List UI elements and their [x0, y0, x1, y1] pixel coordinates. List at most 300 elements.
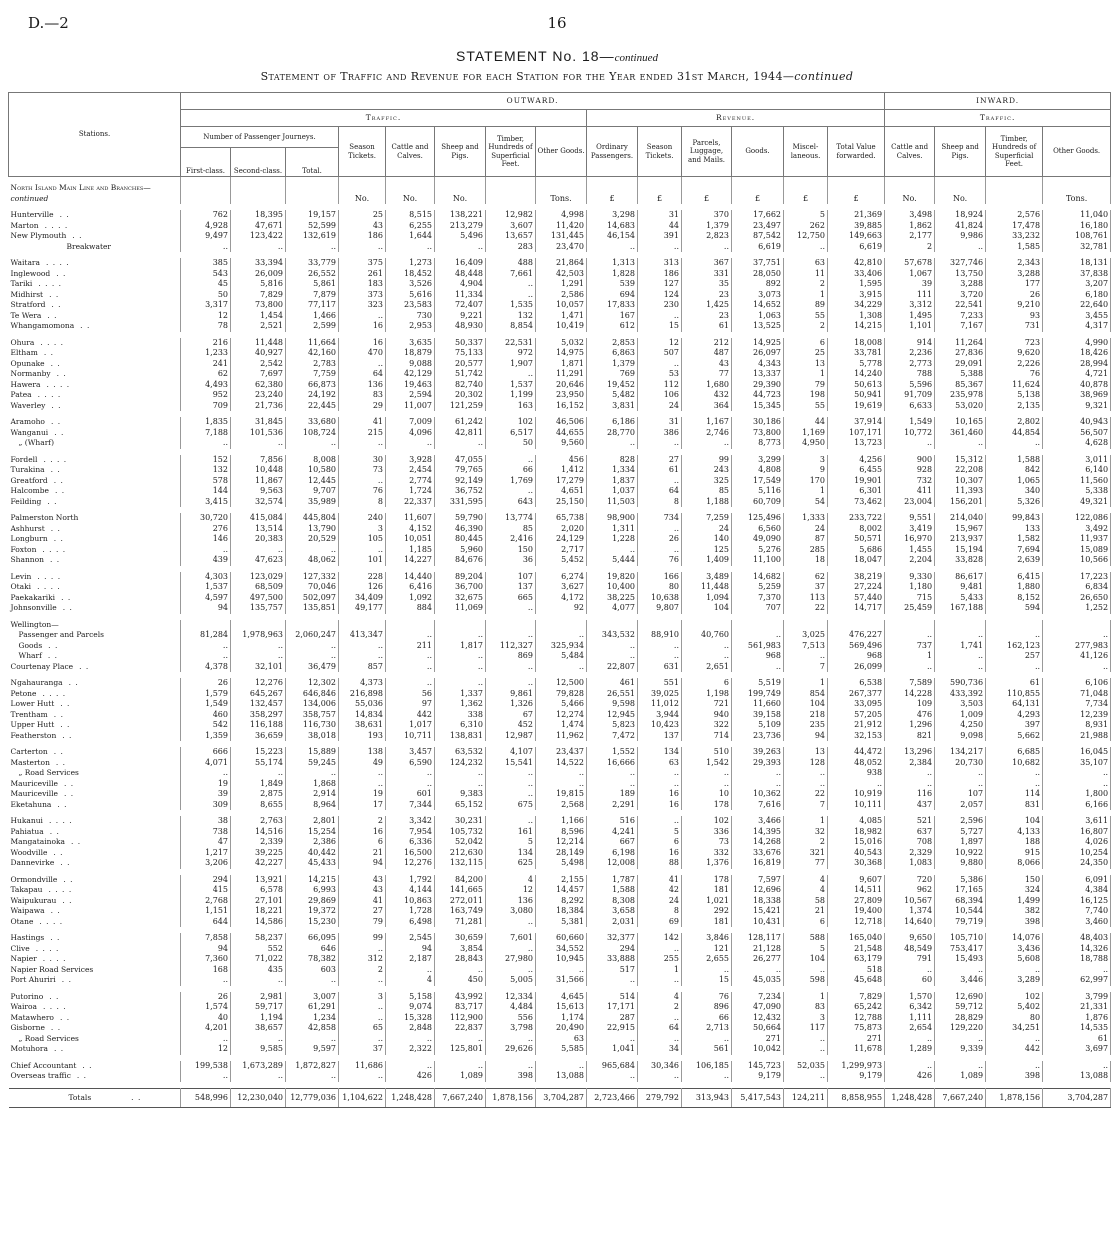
leader-dots: . .: [54, 427, 65, 437]
table-cell: 24,129: [536, 534, 587, 545]
table-cell: 19,815: [536, 789, 587, 800]
table-cell: ..: [339, 438, 386, 449]
table-cell: 7,856: [231, 455, 286, 466]
leader-dots: . .: [80, 321, 91, 330]
unit-label: £: [784, 177, 828, 205]
table-cell: 3,503: [935, 699, 986, 710]
table-cell: 127,332: [286, 572, 339, 583]
table-cell: 28,994: [1043, 359, 1111, 370]
table-cell: ..: [935, 242, 986, 253]
table-cell: 914: [885, 338, 935, 349]
table-cell: 99: [339, 933, 386, 944]
totals-label-cell: [9, 1088, 181, 1108]
table-cell: 40,543: [828, 848, 885, 859]
table-cell: 9,560: [536, 438, 587, 449]
table-cell: 26,099: [828, 662, 885, 673]
table-row: [9, 800, 1111, 811]
table-cell: 88: [638, 858, 682, 869]
table-cell: 42,129: [386, 369, 435, 380]
station-cell: [9, 1061, 181, 1072]
table-cell: 3,207: [1043, 279, 1111, 290]
table-cell: 33,394: [231, 258, 286, 269]
table-cell: 4: [784, 875, 828, 886]
unit-label: No.: [339, 177, 386, 205]
table-cell: 1,089: [435, 1071, 486, 1082]
table-cell: 34: [638, 1044, 682, 1055]
table-cell: 20,730: [935, 758, 986, 769]
table-cell: 4,107: [486, 747, 536, 758]
table-cell: 10,307: [935, 476, 986, 487]
table-cell: 12,500: [536, 678, 587, 689]
table-cell: ..: [486, 486, 536, 497]
station-cell: [9, 486, 181, 497]
table-cell: 28,829: [935, 1013, 986, 1024]
leader-dots: . .: [49, 826, 60, 836]
table-cell: 4,293: [986, 710, 1043, 721]
table-cell: 3,915: [828, 290, 885, 301]
table-cell: 80,445: [435, 534, 486, 545]
table-cell: ..: [536, 768, 587, 779]
table-row: [9, 747, 1111, 758]
table-cell: 24,192: [286, 390, 339, 401]
table-cell: 13,657: [486, 231, 536, 242]
table-cell: 1,588: [986, 455, 1043, 466]
table-cell: ..: [181, 242, 231, 253]
table-cell: ..: [536, 630, 587, 641]
table-cell: 1,552: [587, 747, 638, 758]
table-cell: 136: [339, 380, 386, 391]
table-cell: 1,166: [536, 816, 587, 827]
table-cell: 6,619: [828, 242, 885, 253]
table-cell: 43,992: [435, 992, 486, 1003]
table-cell: 11,393: [935, 486, 986, 497]
table-cell: 12,750: [784, 231, 828, 242]
table-cell: ..: [986, 1034, 1043, 1045]
table-row: [9, 455, 1111, 466]
table-cell: 1,379: [682, 221, 732, 232]
table-cell: 1,089: [935, 1071, 986, 1082]
table-cell: 241: [181, 359, 231, 370]
table-cell: 255: [638, 954, 682, 965]
table-cell: 6,301: [828, 486, 885, 497]
totals-cell: 8,858,955: [828, 1088, 885, 1108]
table-row: [9, 885, 1111, 896]
inward-cattle-header: Cattle and Calves.: [885, 127, 935, 177]
leader-dots: . . . .: [45, 258, 70, 267]
table-cell: 3,007: [286, 992, 339, 1003]
table-cell: 41: [339, 896, 386, 907]
table-row: [9, 1044, 1111, 1055]
table-cell: ..: [181, 545, 231, 556]
table-cell: [486, 620, 536, 631]
table-cell: 230: [638, 300, 682, 311]
table-cell: 4,133: [986, 827, 1043, 838]
table-cell: 30,186: [732, 417, 784, 428]
table-cell: 2,914: [286, 789, 339, 800]
table-row: [9, 242, 1111, 253]
table-cell: ..: [638, 1071, 682, 1082]
table-cell: 1: [784, 816, 828, 827]
table-cell: 11,664: [286, 338, 339, 349]
station-cell: [9, 545, 181, 556]
table-cell: 43: [339, 875, 386, 886]
table-cell: 968: [828, 651, 885, 662]
table-cell: [386, 620, 435, 631]
table-cell: 2,594: [386, 390, 435, 401]
table-cell: ..: [231, 545, 286, 556]
table-cell: 40,943: [1043, 417, 1111, 428]
table-cell: ..: [885, 438, 935, 449]
table-cell: 44: [638, 221, 682, 232]
table-cell: 64: [638, 1023, 682, 1034]
table-cell: 101: [339, 555, 386, 566]
table-cell: 97: [386, 699, 435, 710]
table-cell: 144: [181, 486, 231, 497]
table-cell: 7,472: [587, 731, 638, 742]
table-cell: 18,879: [386, 348, 435, 359]
table-cell: 1,092: [386, 593, 435, 604]
table-cell: 193: [339, 731, 386, 742]
table-cell: ..: [486, 630, 536, 641]
table-cell: 7,513: [784, 641, 828, 652]
table-cell: 5,433: [935, 593, 986, 604]
table-cell: 80: [986, 1013, 1043, 1024]
table-cell: ..: [339, 545, 386, 556]
table-cell: 16: [339, 321, 386, 332]
table-cell: 2,155: [536, 875, 587, 886]
table-cell: 3,317: [181, 300, 231, 311]
table-cell: 23: [682, 290, 732, 301]
table-cell: 11,686: [339, 1061, 386, 1072]
totals-cell: 313,943: [682, 1088, 732, 1108]
table-cell: 1,828: [587, 269, 638, 280]
table-cell: 34,251: [986, 1023, 1043, 1034]
table-cell: 117: [784, 1023, 828, 1034]
table-cell: 108,724: [286, 428, 339, 439]
table-cell: 358,297: [231, 710, 286, 721]
table-cell: 738: [181, 827, 231, 838]
table-cell: 709: [181, 401, 231, 412]
table-cell: ..: [486, 917, 536, 928]
table-cell: 6,415: [986, 572, 1043, 583]
table-cell: 30: [339, 455, 386, 466]
table-cell: 140: [682, 534, 732, 545]
station-name: Mangatainoka: [10, 837, 65, 846]
table-cell: 52,042: [435, 837, 486, 848]
table-cell: 66,873: [286, 380, 339, 391]
table-cell: 27,101: [231, 896, 286, 907]
table-row: [9, 279, 1111, 290]
table-cell: 4,721: [1043, 369, 1111, 380]
table-row: [9, 848, 1111, 859]
table-cell: 7,661: [486, 269, 536, 280]
table-cell: 228: [339, 572, 386, 583]
table-cell: 243: [682, 465, 732, 476]
station-cell: [9, 321, 181, 332]
table-cell: 3,854: [435, 944, 486, 955]
table-cell: 2,599: [286, 321, 339, 332]
table-cell: 3: [339, 524, 386, 535]
table-cell: 49,177: [339, 603, 386, 614]
leader-dots: . .: [62, 895, 73, 905]
table-cell: 257: [986, 651, 1043, 662]
table-cell: 9,481: [935, 582, 986, 593]
table-cell: 12,696: [732, 885, 784, 896]
table-cell: 70,046: [286, 582, 339, 593]
table-cell: 53: [638, 369, 682, 380]
table-cell: 61,242: [435, 417, 486, 428]
table-cell: 6,180: [1043, 290, 1111, 301]
table-cell: 18,221: [231, 906, 286, 917]
table-row: [9, 300, 1111, 311]
table-cell: ..: [986, 1061, 1043, 1072]
table-cell: 1,907: [486, 359, 536, 370]
table-cell: ..: [935, 1034, 986, 1045]
totals-cell: 1,878,156: [986, 1088, 1043, 1108]
table-cell: ..: [935, 662, 986, 673]
table-cell: 126: [339, 582, 386, 593]
table-cell: 292: [682, 906, 732, 917]
table-cell: ..: [386, 438, 435, 449]
table-cell: 646: [286, 944, 339, 955]
table-cell: 2,187: [386, 954, 435, 965]
leader-dots: . .: [53, 847, 64, 857]
table-cell: 732: [885, 476, 935, 487]
table-cell: 12,445: [286, 476, 339, 487]
table-cell: 19,820: [587, 572, 638, 583]
table-cell: 60,660: [536, 933, 587, 944]
table-row: [9, 476, 1111, 487]
table-cell: 1,063: [732, 311, 784, 322]
table-cell: 601: [386, 789, 435, 800]
table-row: [9, 603, 1111, 614]
table-row: [9, 290, 1111, 301]
table-cell: 7,954: [386, 827, 435, 838]
table-cell: 49: [339, 758, 386, 769]
table-cell: 82,740: [435, 380, 486, 391]
table-cell: 828: [587, 455, 638, 466]
table-cell: 1,362: [435, 699, 486, 710]
table-cell: 5,823: [587, 720, 638, 731]
table-cell: 8,292: [536, 896, 587, 907]
table-cell: 170: [784, 476, 828, 487]
table-cell: 707: [732, 603, 784, 614]
table-cell: 22,531: [486, 338, 536, 349]
table-cell: 10,362: [732, 789, 784, 800]
table-cell: ..: [386, 651, 435, 662]
table-cell: 199,749: [732, 689, 784, 700]
table-cell: 107,171: [828, 428, 885, 439]
table-cell: 57,440: [828, 593, 885, 604]
table-cell: 216,898: [339, 689, 386, 700]
table-cell: 364: [682, 401, 732, 412]
station-name: Ashhurst: [10, 523, 45, 533]
station-name: Breakwater: [66, 241, 111, 251]
table-cell: 4,071: [181, 758, 231, 769]
table-cell: 821: [885, 731, 935, 742]
table-cell: 2: [784, 837, 828, 848]
table-cell: 85: [486, 524, 536, 535]
table-cell: 488: [486, 258, 536, 269]
table-subtitle-continued: continued: [794, 70, 854, 83]
table-cell: 413,347: [339, 630, 386, 641]
table-cell: 325: [682, 476, 732, 487]
table-cell: 6,560: [732, 524, 784, 535]
totals-label: Totals: [68, 1092, 92, 1102]
table-cell: 35,107: [1043, 758, 1111, 769]
table-cell: 22,915: [587, 1023, 638, 1034]
section-title-text: North Island Main Line and Branches: [10, 183, 144, 192]
table-cell: 26,097: [732, 348, 784, 359]
table-cell: 1,198: [682, 689, 732, 700]
table-cell: ..: [536, 1061, 587, 1072]
table-cell: 27,836: [935, 348, 986, 359]
table-cell: 26,551: [587, 689, 638, 700]
unit-label: Tons.: [1043, 177, 1111, 205]
table-cell: 11,448: [231, 338, 286, 349]
table-cell: 11: [784, 269, 828, 280]
table-cell: 4,317: [1043, 321, 1111, 332]
table-cell: 857: [339, 662, 386, 673]
table-cell: 40,927: [231, 348, 286, 359]
table-cell: 122,086: [1043, 513, 1111, 524]
station-cell: [9, 800, 181, 811]
season-tickets-header: Season Tickets.: [339, 127, 386, 177]
table-cell: 1,978,963: [231, 630, 286, 641]
table-cell: 32,153: [828, 731, 885, 742]
table-cell: 33,676: [732, 848, 784, 859]
totals-cell: 12,779,036: [286, 1088, 339, 1108]
table-cell: 26,277: [732, 954, 784, 965]
station-name: Aramoho: [10, 417, 45, 426]
table-cell: 24,350: [1043, 858, 1111, 869]
station-name: Halcombe: [10, 486, 49, 495]
table-cell: 578: [181, 476, 231, 487]
table-cell: [536, 620, 587, 631]
table-cell: 235: [784, 720, 828, 731]
table-cell: 370: [682, 210, 732, 221]
table-cell: 386: [638, 428, 682, 439]
table-cell: 39: [181, 789, 231, 800]
table-cell: 6,336: [386, 837, 435, 848]
table-cell: 48,052: [828, 758, 885, 769]
table-cell: ..: [339, 944, 386, 955]
table-cell: 68,509: [231, 582, 286, 593]
section-title-row: [9, 177, 1111, 205]
table-cell: 437: [885, 800, 935, 811]
table-cell: ..: [885, 768, 935, 779]
table-cell: 261: [339, 269, 386, 280]
table-cell: 5,388: [935, 369, 986, 380]
table-cell: 2,853: [587, 338, 638, 349]
table-cell: 32,781: [1043, 242, 1111, 253]
station-name: Clive: [10, 943, 30, 953]
station-name: Waipawa: [10, 906, 45, 915]
table-cell: 47,090: [732, 1002, 784, 1013]
table-cell: 3,011: [1043, 455, 1111, 466]
table-cell: 34,229: [828, 300, 885, 311]
inward-other-goods-header: Other Goods.: [1043, 127, 1111, 177]
table-cell: 336: [682, 827, 732, 838]
table-cell: 4,904: [435, 279, 486, 290]
table-cell: ..: [885, 630, 935, 641]
table-cell: 14,395: [732, 827, 784, 838]
inward-timber-header: Timber, Hundreds of Superficial Feet.: [986, 127, 1043, 177]
table-cell: 854: [784, 689, 828, 700]
table-cell: ..: [486, 369, 536, 380]
leader-dots: . .: [62, 603, 73, 612]
table-cell: 81,284: [181, 630, 231, 641]
table-row: [9, 1002, 1111, 1013]
table-cell: 46,154: [587, 231, 638, 242]
station-name: Overseas traffic: [10, 1071, 71, 1080]
station-name: Greatford: [10, 475, 48, 485]
table-cell: 41,824: [935, 221, 986, 232]
table-cell: 1,167: [682, 417, 732, 428]
station-name: Wellington—: [10, 619, 59, 629]
table-cell: ..: [486, 290, 536, 301]
table-cell: 16,807: [1043, 827, 1111, 838]
table-cell: 37,838: [1043, 269, 1111, 280]
table-cell: 952: [181, 390, 231, 401]
table-cell: 1,454: [231, 311, 286, 322]
table-row: [9, 1071, 1111, 1082]
table-cell: 721: [682, 699, 732, 710]
table-cell: 7,597: [732, 875, 784, 886]
totals-cell: 5,417,543: [732, 1088, 784, 1108]
table-row: [9, 965, 1111, 976]
station-cell: [9, 768, 181, 779]
table-cell: 79,719: [935, 917, 986, 928]
station-name: Mauriceville: [10, 778, 58, 788]
table-cell: 7,009: [386, 417, 435, 428]
leader-dots: . . . .: [43, 1002, 67, 1011]
table-cell: 85: [682, 486, 732, 497]
table-cell: 15,328: [386, 1013, 435, 1024]
table-cell: 552: [231, 944, 286, 955]
table-cell: ..: [486, 816, 536, 827]
table-cell: 487: [682, 348, 732, 359]
table-cell: ..: [286, 975, 339, 986]
station-cell: [9, 348, 181, 359]
table-cell: 6,310: [435, 720, 486, 731]
station-cell: [9, 630, 181, 641]
table-cell: 62,997: [1043, 975, 1111, 986]
table-cell: ..: [339, 1013, 386, 1024]
table-cell: ..: [486, 279, 536, 290]
station-name: Carterton: [10, 747, 48, 756]
table-cell: 7: [784, 800, 828, 811]
table-row: [9, 689, 1111, 700]
table-cell: 1,151: [181, 906, 231, 917]
station-name: Tariki: [10, 279, 33, 288]
table-cell: 21,912: [828, 720, 885, 731]
table-cell: 2,655: [682, 954, 732, 965]
table-cell: 367: [682, 258, 732, 269]
table-cell: 3,342: [386, 816, 435, 827]
table-cell: 5,259: [732, 582, 784, 593]
table-cell: 167: [587, 311, 638, 322]
table-cell: 631: [638, 662, 682, 673]
table-cell: ..: [286, 1071, 339, 1082]
table-row: [9, 768, 1111, 779]
station-name: Stratford: [10, 300, 46, 309]
table-cell: 6,834: [1043, 582, 1111, 593]
station-name: Eltham: [10, 348, 38, 357]
table-cell: 13,774: [486, 513, 536, 524]
table-cell: 332: [682, 848, 732, 859]
table-cell: [986, 620, 1043, 631]
